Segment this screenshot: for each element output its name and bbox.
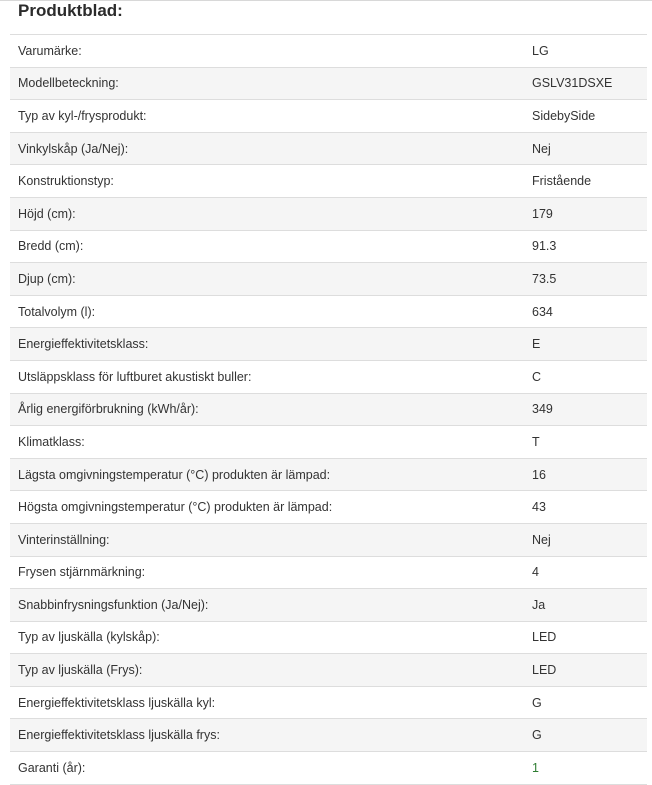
spec-value: LG — [524, 35, 647, 68]
spec-value: C — [524, 360, 647, 393]
page-title: Produktblad: — [18, 1, 123, 20]
spec-label: Typ av ljuskälla (kylskåp): — [10, 621, 524, 654]
spec-label: Totalvolym (l): — [10, 295, 524, 328]
table-row — [10, 67, 647, 100]
product-spec-table — [10, 34, 647, 785]
spec-value: 73.5 — [524, 263, 647, 296]
spec-label: Utsläppsklass för luftburet akustiskt buller: — [10, 360, 524, 393]
spec-label: Typ av kyl-/frysprodukt: — [10, 100, 524, 133]
spec-label: Årlig energiförbrukning (kWh/år): — [10, 393, 524, 426]
spec-label: Energieffektivitetsklass ljuskälla frys: — [10, 719, 524, 752]
spec-value: G — [524, 719, 647, 752]
table-row — [10, 165, 647, 198]
spec-label: Vinterinställning: — [10, 523, 524, 556]
spec-label: Djup (cm): — [10, 263, 524, 296]
spec-label: Varumärke: — [10, 35, 524, 68]
table-row — [10, 491, 647, 524]
table-row — [10, 589, 647, 622]
table-row — [10, 100, 647, 133]
spec-label: Energieffektivitetsklass: — [10, 328, 524, 361]
spec-value: 91.3 — [524, 230, 647, 263]
spec-label: Lägsta omgivningstemperatur (°C) produkten är lämpad: — [10, 458, 524, 491]
table-row — [10, 752, 647, 785]
spec-value: Fristående — [524, 165, 647, 198]
spec-value: T — [524, 426, 647, 459]
spec-label: Högsta omgivningstemperatur (°C) produkten är lämpad: — [10, 491, 524, 524]
spec-value: SidebySide — [524, 100, 647, 133]
table-row — [10, 686, 647, 719]
table-row — [10, 328, 647, 361]
spec-value: 349 — [524, 393, 647, 426]
spec-label: Modellbeteckning: — [10, 67, 524, 100]
table-row — [10, 132, 647, 165]
spec-label: Frysen stjärnmärkning: — [10, 556, 524, 589]
spec-value: 179 — [524, 197, 647, 230]
table-row — [10, 197, 647, 230]
spec-value: LED — [524, 621, 647, 654]
spec-label: Snabbinfrysningsfunktion (Ja/Nej): — [10, 589, 524, 622]
table-row — [10, 426, 647, 459]
spec-label: Klimatklass: — [10, 426, 524, 459]
table-row — [10, 263, 647, 296]
spec-value: E — [524, 328, 647, 361]
spec-label: Vinkylskåp (Ja/Nej): — [10, 132, 524, 165]
spec-value: 634 — [524, 295, 647, 328]
spec-label: Höjd (cm): — [10, 197, 524, 230]
spec-value: 43 — [524, 491, 647, 524]
table-row — [10, 295, 647, 328]
spec-label: Bredd (cm): — [10, 230, 524, 263]
spec-value-warranty: 1 — [524, 752, 647, 785]
spec-label: Energieffektivitetsklass ljuskälla kyl: — [10, 686, 524, 719]
table-row — [10, 654, 647, 687]
spec-label: Typ av ljuskälla (Frys): — [10, 654, 524, 687]
table-row — [10, 719, 647, 752]
spec-label: Konstruktionstyp: — [10, 165, 524, 198]
spec-value: Nej — [524, 132, 647, 165]
spec-value: Nej — [524, 523, 647, 556]
table-row — [10, 458, 647, 491]
table-row — [10, 360, 647, 393]
table-row — [10, 621, 647, 654]
spec-value: G — [524, 686, 647, 719]
spec-label: Garanti (år): — [10, 752, 524, 785]
spec-value: 16 — [524, 458, 647, 491]
spec-value: Ja — [524, 589, 647, 622]
table-row — [10, 393, 647, 426]
table-row — [10, 230, 647, 263]
spec-value: GSLV31DSXE — [524, 67, 647, 100]
spec-value: LED — [524, 654, 647, 687]
table-row — [10, 556, 647, 589]
spec-value: 4 — [524, 556, 647, 589]
table-row — [10, 523, 647, 556]
table-row — [10, 35, 647, 68]
